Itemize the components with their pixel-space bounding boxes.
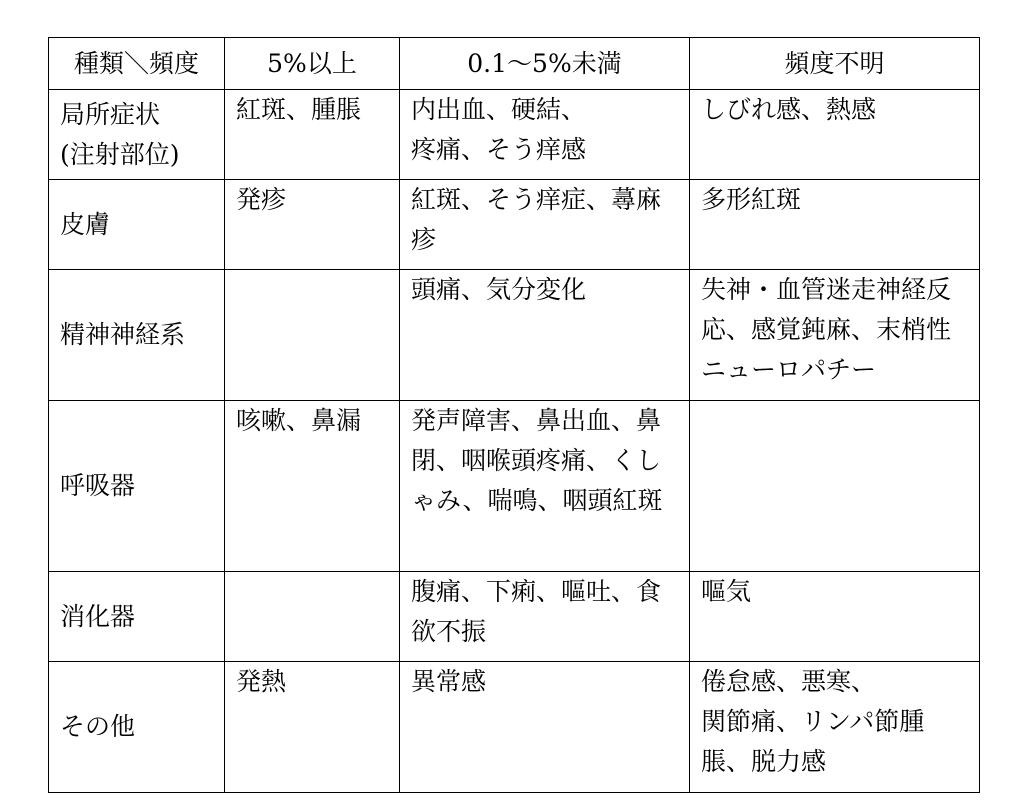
cell-0-1-to-5-percent: 内出血、硬結、 疼痛、そう痒感 <box>400 90 690 180</box>
cell-frequency-unknown: 嘔気 <box>690 572 980 662</box>
cell-frequency-unknown <box>690 401 980 572</box>
cell-frequency-unknown: しびれ感、熱感 <box>690 90 980 180</box>
table-row-other <box>49 662 980 793</box>
adverse-reactions-table <box>48 37 980 793</box>
cell-frequency-unknown: 多形紅斑 <box>690 180 980 270</box>
table-header-row <box>49 38 980 90</box>
cell-0-1-to-5-percent: 発声障害、鼻出血、鼻閉、咽喉頭疼痛、くしゃみ、喘鳴、咽頭紅斑 <box>400 401 690 572</box>
cell-frequency-unknown: 失神・血管迷走神経反応、感覚鈍麻、末梢性ニューロパチー <box>690 270 980 401</box>
header-0-1-to-5-percent: 0.1～5%未満 <box>400 38 690 90</box>
cell-0-1-to-5-percent: 頭痛、気分変化 <box>400 270 690 401</box>
table-row-respiratory <box>49 401 980 572</box>
cell-over-5-percent: 紅斑、腫脹 <box>225 90 400 180</box>
table-row-skin <box>49 180 980 270</box>
cell-over-5-percent: 発疹 <box>225 180 400 270</box>
row-category: 呼吸器 <box>49 401 225 572</box>
cell-over-5-percent <box>225 270 400 401</box>
row-category: その他 <box>49 662 225 793</box>
cell-0-1-to-5-percent: 紅斑、そう痒症、蕁麻疹 <box>400 180 690 270</box>
cell-over-5-percent <box>225 572 400 662</box>
cell-over-5-percent: 咳嗽、鼻漏 <box>225 401 400 572</box>
cell-0-1-to-5-percent: 異常感 <box>400 662 690 793</box>
cell-frequency-unknown: 倦怠感、悪寒、 関節痛、リンパ節腫脹、脱力感 <box>690 662 980 793</box>
row-category: 精神神経系 <box>49 270 225 401</box>
table-row-local-symptoms <box>49 90 980 180</box>
header-frequency-unknown: 頻度不明 <box>690 38 980 90</box>
row-category: 消化器 <box>49 572 225 662</box>
cell-over-5-percent: 発熱 <box>225 662 400 793</box>
row-category: 皮膚 <box>49 180 225 270</box>
table-row-digestive <box>49 572 980 662</box>
row-category: 局所症状 (注射部位) <box>49 90 225 180</box>
table-row-neuropsychiatric <box>49 270 980 401</box>
cell-0-1-to-5-percent: 腹痛、下痢、嘔吐、食欲不振 <box>400 572 690 662</box>
header-over-5-percent: 5%以上 <box>225 38 400 90</box>
header-type-frequency: 種類＼頻度 <box>49 38 225 90</box>
